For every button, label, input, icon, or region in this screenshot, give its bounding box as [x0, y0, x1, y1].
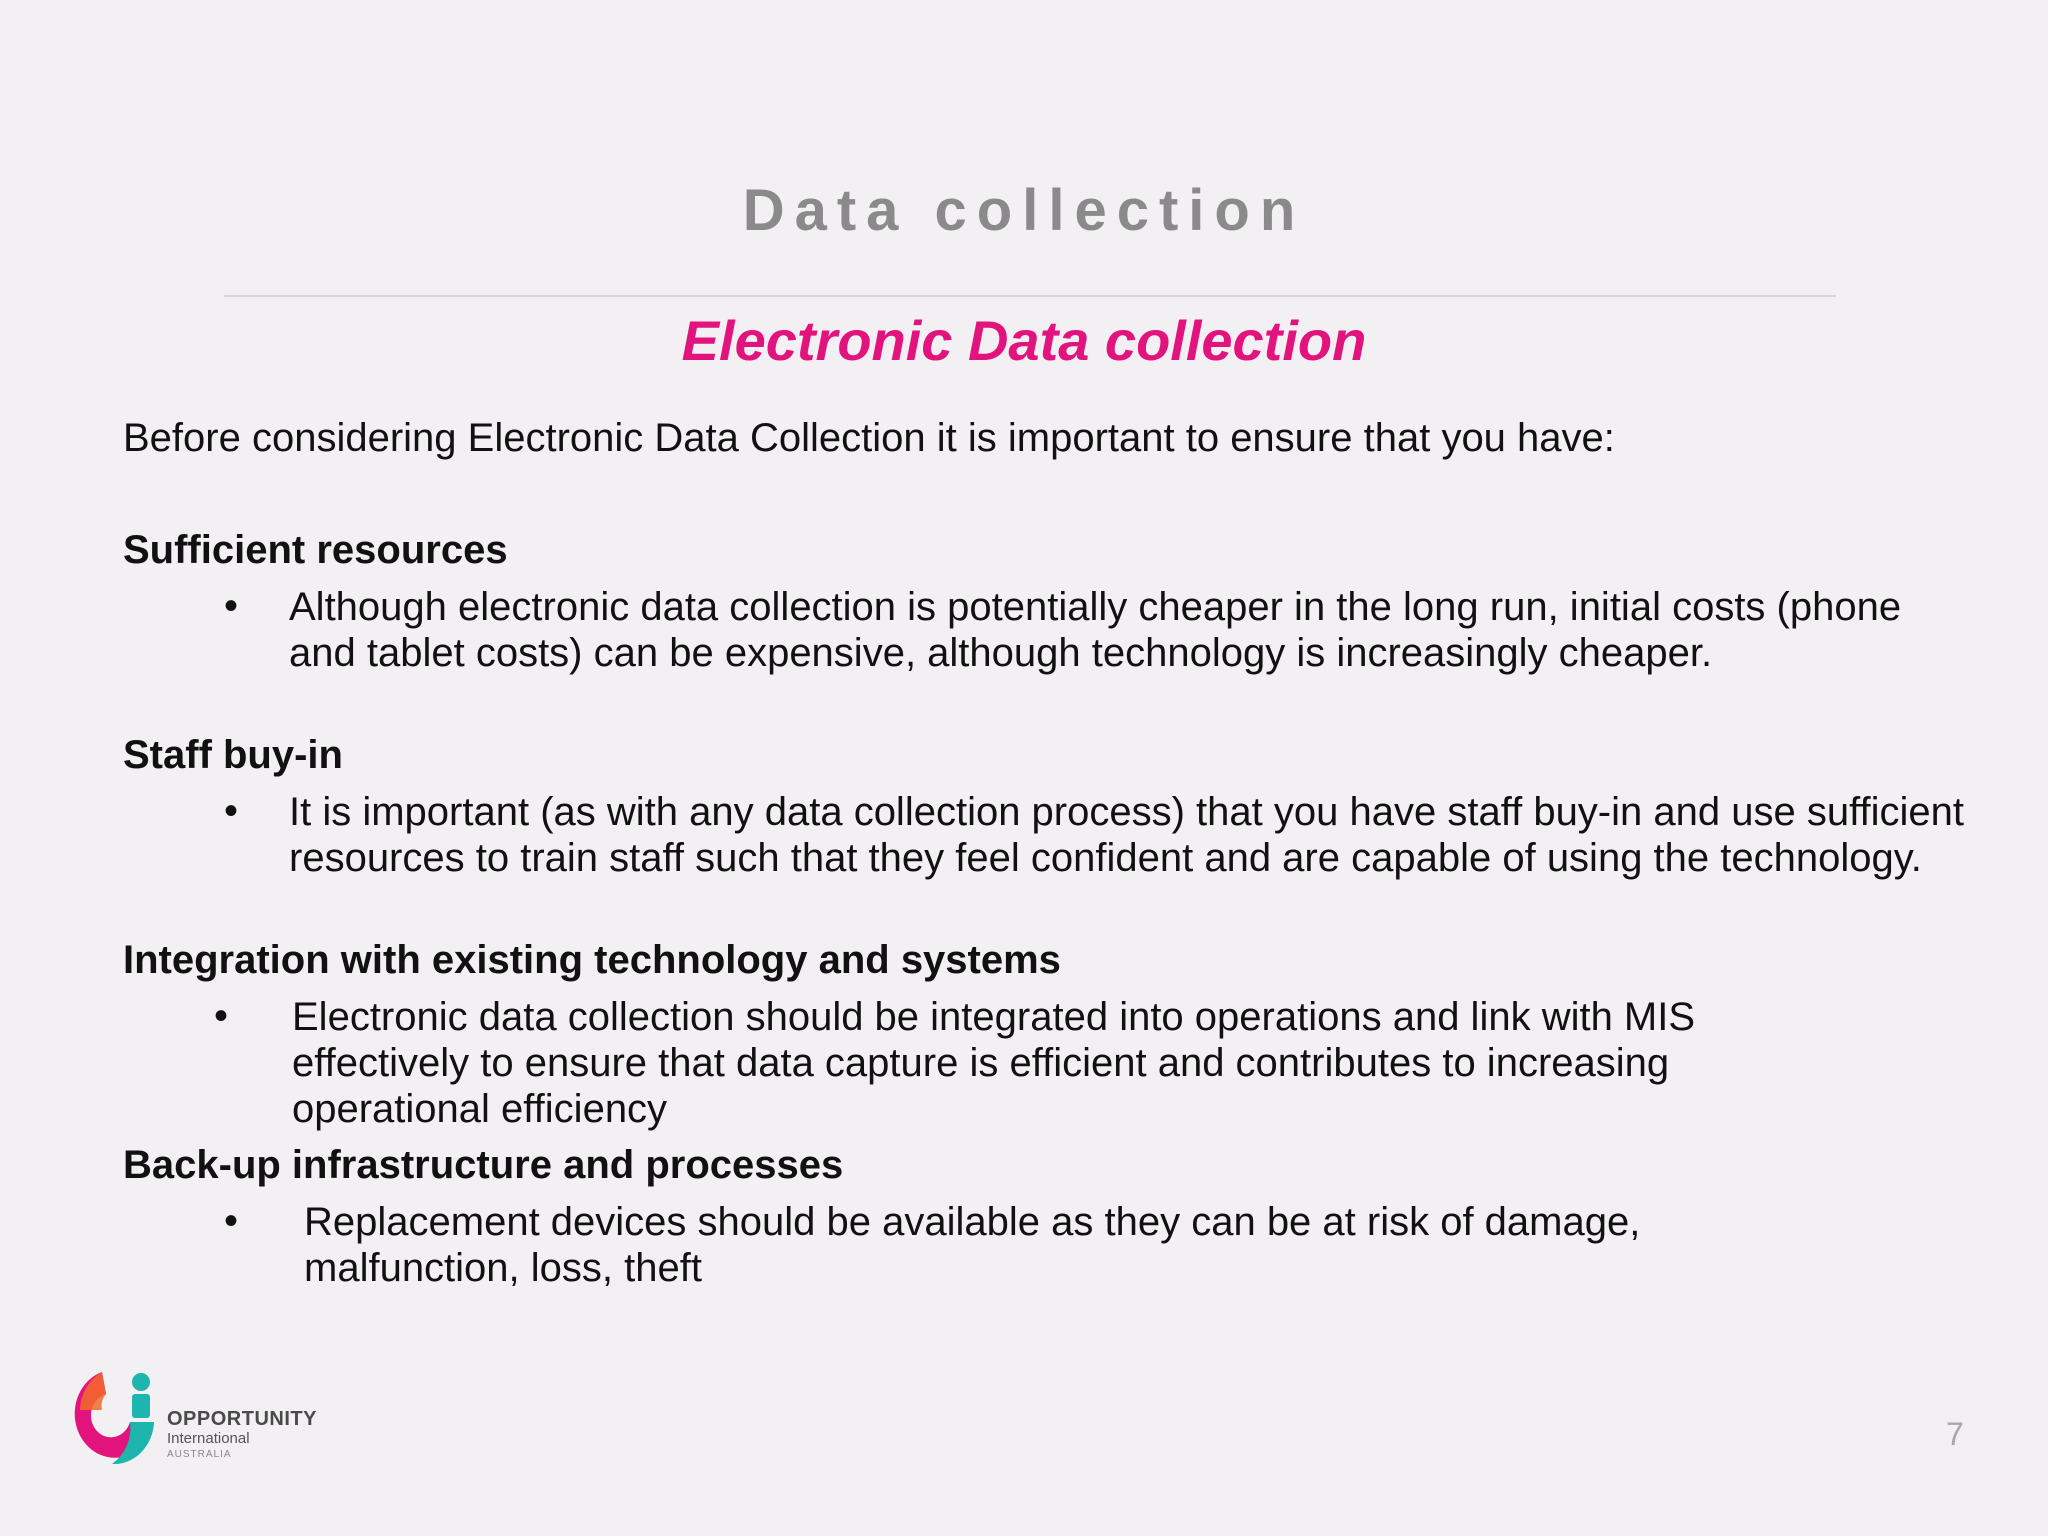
bullet-text-staff: It is important (as with any data collection process) that you have staff buy-in and use sufficient resources to train staff such that they feel confident and are capable of using the technology. — [289, 790, 1964, 880]
bullet-marker: • — [224, 789, 239, 833]
section-heading-integration: Integration with existing technology and systems — [123, 938, 1061, 982]
slide-subtitle: Electronic Data collection — [681, 309, 1367, 372]
bullet-text-backup: Replacement devices should be available as they can be at risk of damage, malfunction, loss, theft — [304, 1200, 1641, 1290]
logo-country: AUSTRALIA — [167, 1449, 232, 1460]
bullet-marker: • — [214, 994, 229, 1038]
title-divider — [224, 295, 1836, 297]
slide-title: Data collection — [742, 178, 1306, 243]
bullet-marker: • — [224, 1199, 239, 1243]
section-heading-resources: Sufficient resources — [123, 528, 508, 572]
bullet-marker: • — [224, 584, 239, 628]
section-heading-backup: Back-up infrastructure and processes — [123, 1143, 844, 1187]
intro-text: Before considering Electronic Data Collection it is important to ensure that you have: — [123, 416, 1615, 460]
bullet-text-integration: Electronic data collection should be integrated into operations and link with MIS effectively to ensure that data capture is efficient and contributes to increasing operational efficiency — [292, 995, 1696, 1131]
section-heading-staff: Staff buy-in — [123, 733, 343, 777]
page-number: 7 — [1946, 1416, 1964, 1452]
organization-logo — [72, 1364, 322, 1470]
logo-name: OPPORTUNITY — [167, 1408, 317, 1430]
logo-subname: International — [167, 1430, 250, 1447]
logo-mark-icon — [72, 1364, 162, 1466]
bullet-text-resources: Although electronic data collection is potentially cheaper in the long run, initial costs (phone and tablet costs) can be expensive, although technology is increasingly cheaper. — [289, 585, 1902, 675]
